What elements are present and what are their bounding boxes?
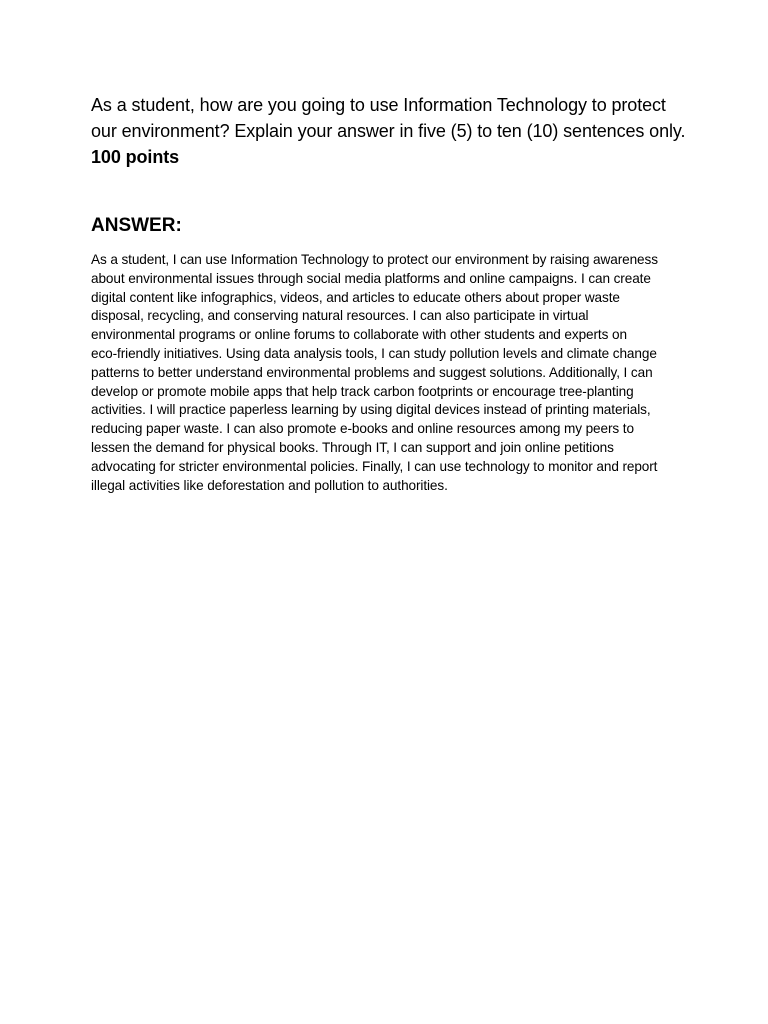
- answer-paragraph: [91, 251, 691, 495]
- answer-line: advocating for stricter environmental policies. Finally, I can use technology to monitor and report: [91, 458, 658, 474]
- answer-line: As a student, I can use Information Technology to protect our environment by raising awareness: [91, 252, 658, 267]
- question-text: [91, 92, 691, 170]
- answer-line: illegal activities like deforestation and pollution to authorities.: [91, 477, 448, 493]
- answer-line: about environmental issues through social media platforms and online campaigns. I can create: [91, 270, 651, 286]
- answer-line: patterns to better understand environmental problems and suggest solutions. Additionally, I can: [91, 364, 653, 380]
- answer-line: lessen the demand for physical books. Through IT, I can support and join online petitions: [91, 439, 614, 455]
- answer-heading: ANSWER:: [91, 215, 182, 236]
- answer-line: digital content like infographics, videos, and articles to educate others about proper waste: [91, 289, 620, 305]
- question-points: 100 points: [91, 147, 180, 167]
- answer-line: activities. I will practice paperless learning by using digital devices instead of printing materials,: [91, 402, 651, 418]
- answer-line: eco-friendly initiatives. Using data analysis tools, I can study pollution levels and climate change: [91, 345, 657, 361]
- answer-line: reducing paper waste. I can also promote e-books and online resources among my peers to: [91, 421, 634, 437]
- answer-line: environmental programs or online forums to collaborate with other students and experts on: [91, 327, 627, 343]
- answer-line: disposal, recycling, and conserving natural resources. I can also participate in virtual: [91, 308, 589, 324]
- answer-line: develop or promote mobile apps that help track carbon footprints or encourage tree-planting: [91, 383, 634, 399]
- question-body: As a student, how are you going to use Information Technology to protect our environment? Explain your answer in five (5) to ten (10) sentences only.: [91, 95, 686, 141]
